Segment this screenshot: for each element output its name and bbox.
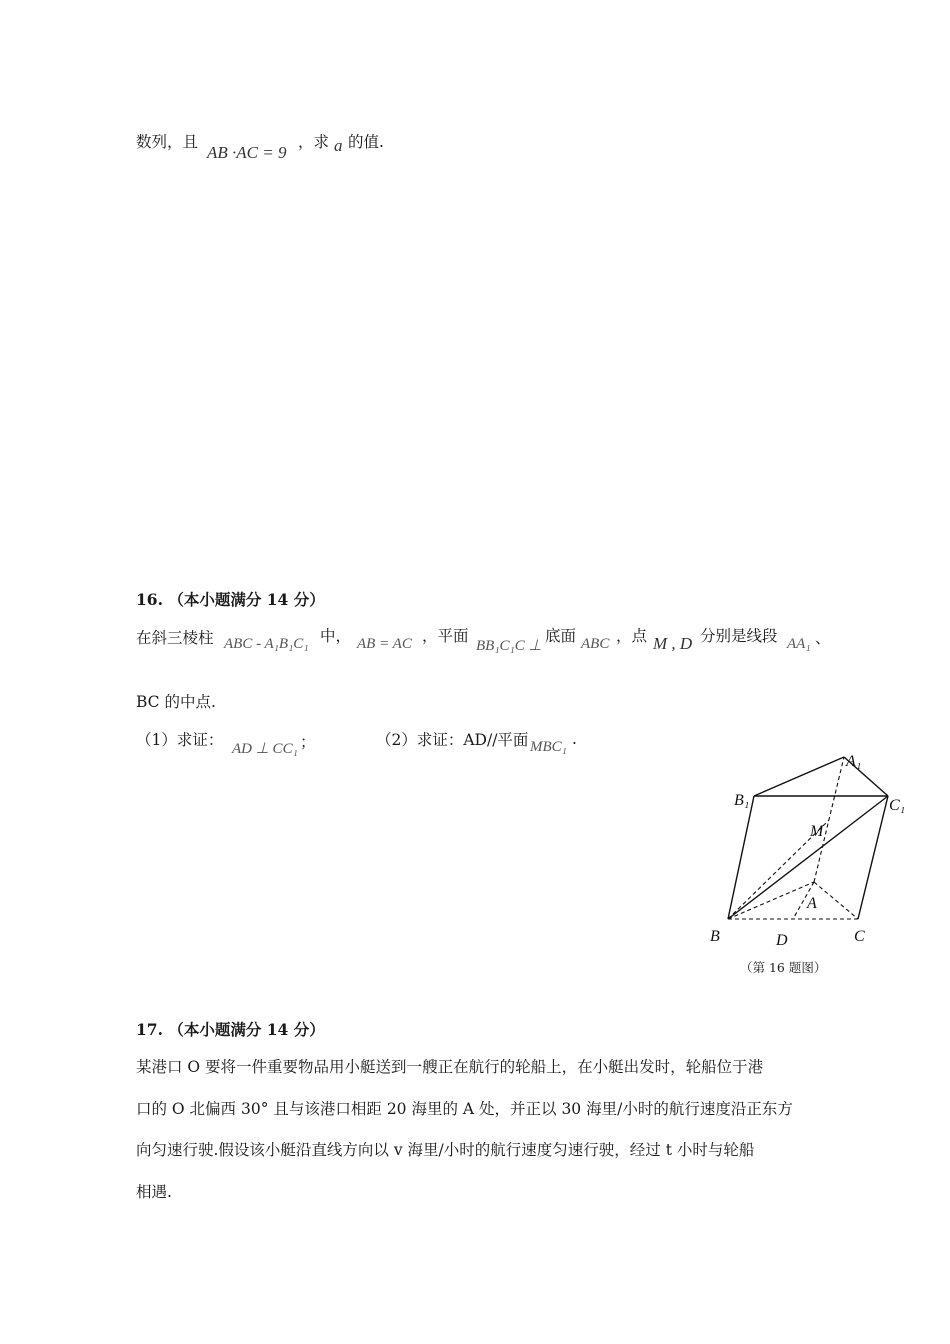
q16-part2-end: .	[572, 730, 577, 748]
q15-formula-dot-product: AB ·AC = 9	[207, 143, 287, 162]
edge-b1-b	[728, 796, 754, 919]
q16-formula-aa1: AA₁	[787, 636, 811, 652]
q16-text-7: 、	[815, 629, 831, 647]
q15-text-suffix: 的值.	[348, 133, 384, 151]
q16-formula-points: M , D	[653, 634, 693, 653]
q16-text-2: 中，	[320, 627, 352, 645]
q16-text-1: 在斜三棱柱	[136, 629, 214, 647]
label-b: B	[710, 928, 720, 945]
q16-text-3: ，平面	[422, 627, 469, 645]
q16-part1-formula: AD ⊥ CC₁	[232, 741, 298, 757]
q16-line2: BC 的中点.	[136, 693, 216, 711]
edge-a-a1-dashed	[814, 757, 844, 882]
label-b1: B₁	[734, 792, 750, 809]
q16-part2-formula: MBC₁	[530, 739, 567, 755]
q16-text-4: 底面	[545, 627, 577, 645]
edge-c1-c	[858, 796, 888, 919]
q16-part1-end: ；	[300, 733, 316, 751]
label-m: M	[810, 823, 824, 840]
q16-part1-label: （1）求证：	[136, 731, 224, 749]
q17-line-1: 某港口 O 要将一件重要物品用小艇送到一艘正在航行的轮船上，在小艇出发时，轮船位于港	[136, 1058, 764, 1076]
q17-line-3: 向匀速行驶.假设该小艇沿直线方向以 v 海里/小时的航行速度匀速行驶，经过 t 小时与轮船	[136, 1141, 755, 1159]
q16-formula-ab-eq-ac: AB = AC	[357, 636, 412, 652]
q16-part2-label: （2）求证：AD//平面	[376, 731, 529, 749]
label-a: A	[807, 895, 817, 912]
edge-b-a-dashed	[728, 882, 814, 919]
label-c1: C₁	[889, 797, 906, 814]
q16-formula-abc: ABC	[581, 636, 610, 652]
edge-b1-a1	[754, 757, 844, 796]
label-a1: A₁	[846, 753, 862, 770]
edge-a-c-dashed	[814, 882, 858, 919]
q17-line-4: 相遇.	[136, 1183, 172, 1201]
q17-heading: 17. （本小题满分 14 分）	[136, 1020, 325, 1039]
q16-prism-figure	[700, 748, 920, 978]
q15-text-mid: ，求	[298, 133, 330, 151]
label-d: D	[776, 932, 788, 949]
q16-formula-plane: BB₁C₁C ⊥	[476, 638, 542, 654]
q17-line-2: 口的 O 北偏西 30° 且与该港口相距 20 海里的 A 处，并正以 30 海里/小时的航行速度沿正东方	[136, 1100, 793, 1118]
q15-text-prefix: 数列，且	[136, 133, 199, 151]
q15-var-a: a	[334, 136, 343, 155]
q16-heading: 16. （本小题满分 14 分）	[136, 590, 325, 609]
q16-figure-caption: （第 16 题图）	[740, 960, 827, 975]
q16-formula-prism: ABC - A₁B₁C₁	[224, 636, 309, 652]
q16-text-6: 分别是线段	[700, 627, 778, 645]
q16-text-5: ，点	[616, 627, 648, 645]
label-c: C	[854, 928, 865, 945]
